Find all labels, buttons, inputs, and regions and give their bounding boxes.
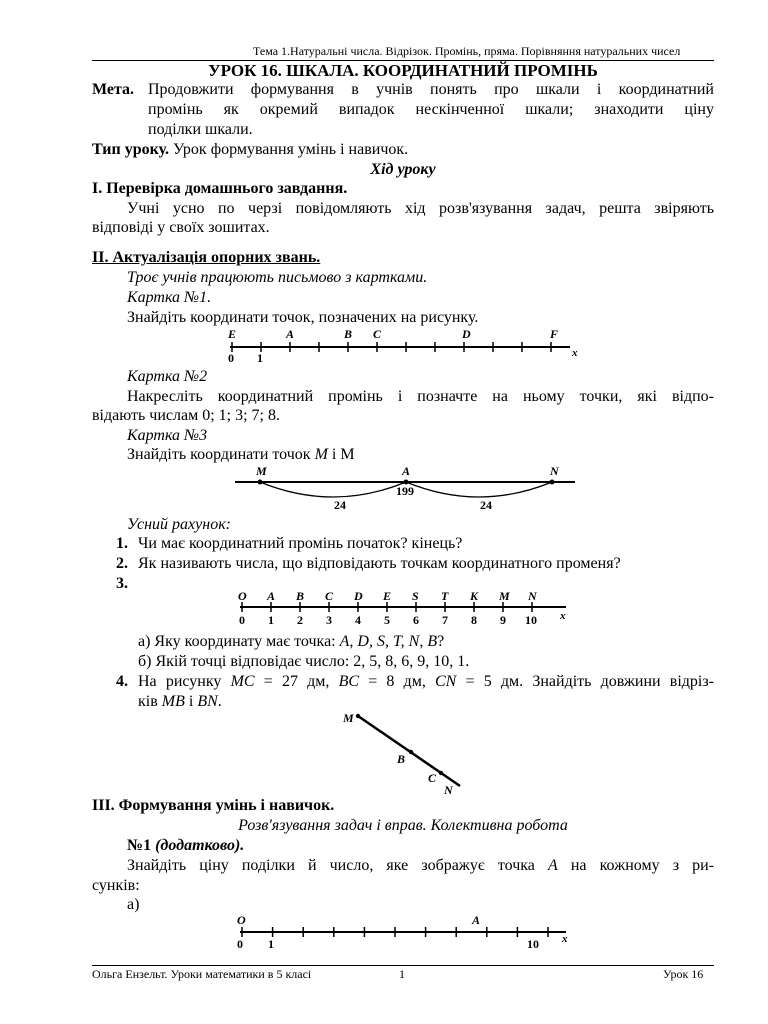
footer-lesson: Урок 16 xyxy=(663,967,704,981)
value-a: 199 xyxy=(396,484,414,498)
tick-label-0: 0 xyxy=(237,937,243,951)
tick-label: 7 xyxy=(442,613,448,627)
point-label: C xyxy=(325,589,334,603)
q4-line1-d: = 5 дм. Знайдіть довжини відріз- xyxy=(456,673,714,690)
arc-right xyxy=(406,482,552,497)
point-label: O xyxy=(238,589,247,603)
q3-axis-label-x: x xyxy=(560,610,566,622)
task-1-line-1 xyxy=(127,856,714,876)
card-3-var: M xyxy=(314,446,328,463)
arc-left-value: 24 xyxy=(334,498,346,512)
footer-author: Ольга Ензельт. Уроки математики в 5 класі xyxy=(92,967,312,981)
task-1a-number-line xyxy=(228,912,578,954)
tick-label: 6 xyxy=(413,613,419,627)
task-1-var: A xyxy=(547,857,558,874)
q3a-post: ? xyxy=(437,633,445,650)
q4-line2-b: і xyxy=(184,693,198,710)
q4-mc: MC xyxy=(230,673,255,690)
section-1-line-2: відповіді у своїх зошитах. xyxy=(92,219,270,236)
point-label-f: F xyxy=(550,327,559,341)
point-label: S xyxy=(412,589,419,603)
axis-label-x: x xyxy=(572,347,578,359)
q3a-vars: A, D, S, T, N, B xyxy=(339,633,438,650)
point-label-m: M xyxy=(343,711,354,725)
point-label: E xyxy=(383,589,392,603)
task-1-line1-a: Знайдіть ціну поділки й число, яке зображує точка xyxy=(127,857,548,874)
goal-label: Мета. xyxy=(92,81,135,98)
running-header: Тема 1.Натуральні числа. Відрізок. Промінь, пряма. Порівняння натуральних чисел xyxy=(253,44,681,58)
point-c-dot xyxy=(439,771,443,775)
arc-right-value: 24 xyxy=(480,498,492,512)
tick-label-1: 1 xyxy=(268,937,274,951)
section-3-title: ІІІ. Формування умінь і навичок. xyxy=(92,797,335,814)
q4-line1-a: На рисунку xyxy=(138,673,231,690)
card-3-label: Картка №3 xyxy=(127,427,208,444)
point-label-e: E xyxy=(228,327,237,341)
point-label-d: D xyxy=(462,327,471,341)
q3a-pre: а) Яку координату має точка: xyxy=(138,633,340,650)
point-label-o: O xyxy=(237,913,246,927)
q3-num: 3. xyxy=(116,575,128,592)
tick-label: 3 xyxy=(326,613,332,627)
point-label-a: A xyxy=(472,913,481,927)
arc-left xyxy=(260,482,406,497)
point-b-dot xyxy=(409,750,413,754)
q2-text: Як називають числа, що відповідають точкам координатного променя? xyxy=(138,555,621,572)
point-label-b: B xyxy=(397,752,406,766)
point-label: N xyxy=(528,589,537,603)
q4-line2-c: . xyxy=(217,693,222,710)
goal-line-2: промінь як окремий випадок нескінченної шкали; знаходити ціну xyxy=(148,101,714,118)
card-3-text-pre: Знайдіть координати точок xyxy=(127,446,315,463)
point-label-m: M xyxy=(256,464,267,478)
section-3-subtitle: Розв'язування задач і вправ. Колективна робота xyxy=(238,817,568,834)
card-2-line-2: відають числам 0; 1; 3; 7; 8. xyxy=(92,407,280,424)
q1-num: 1. xyxy=(116,535,128,552)
task-1-line-2: сунків: xyxy=(92,877,140,894)
task-1-heading xyxy=(127,836,244,856)
card-2-line-1: Накресліть координатний промінь і позначте на ньому точки, які відпо- xyxy=(127,388,714,405)
point-label-c: C xyxy=(428,771,437,785)
task-1-a: а) xyxy=(127,896,140,913)
task-1-line1-b: на кожному з ри- xyxy=(557,857,714,874)
footer-rule xyxy=(92,965,714,966)
q2-num: 2. xyxy=(116,555,128,572)
q3-number-line xyxy=(228,589,578,629)
segment-mn xyxy=(358,716,460,786)
q4-line-1 xyxy=(138,672,714,692)
q4-num: 4. xyxy=(116,673,128,690)
point-label-a: A xyxy=(286,327,295,341)
section-1-line-1: Учні усно по черзі повідомляють хід розв'язування задач, решта звіряють xyxy=(127,200,714,217)
point-m-dot xyxy=(356,714,360,718)
q4-line1-c: = 8 дм, xyxy=(359,673,435,690)
tick-label: 4 xyxy=(355,613,361,627)
point-label-c: C xyxy=(373,327,382,341)
q4-line2-a: ків xyxy=(138,693,162,710)
q3a xyxy=(138,632,444,652)
point-label: D xyxy=(354,589,363,603)
q4-line1-b: = 27 дм, xyxy=(254,673,339,690)
tick-label-0: 0 xyxy=(228,351,234,365)
oral-label: Усний рахунок: xyxy=(127,516,232,533)
q4-segment-figure xyxy=(340,708,470,798)
tick-label: 9 xyxy=(500,613,506,627)
card-3-figure xyxy=(230,464,582,514)
task-1-note: (додатково). xyxy=(151,837,245,854)
point-label: M xyxy=(499,589,510,603)
tick-label-1: 1 xyxy=(257,351,263,365)
point-label-a: A xyxy=(402,464,411,478)
lesson-title: УРОК 16. ШКАЛА. КООРДИНАТНИЙ ПРОМІНЬ xyxy=(208,61,598,80)
point-label: A xyxy=(267,589,276,603)
tick-label: 1 xyxy=(268,613,274,627)
task-1-num: №1 xyxy=(127,837,152,854)
q1-text: Чи має координатний промінь початок? кінець? xyxy=(138,535,463,552)
card-1-number-line xyxy=(220,326,590,366)
card-3-text xyxy=(127,445,355,465)
q4-mb: MB xyxy=(161,693,185,710)
type-label: Тип уроку. xyxy=(92,141,169,158)
axis-label-x: x xyxy=(562,933,568,945)
section-2-title: ІІ. Актуалізація опорних звань. xyxy=(92,249,321,266)
section-2-intro: Троє учнів працюють письмово з картками. xyxy=(127,269,428,286)
q4-bn: BN xyxy=(197,693,218,710)
q3b: б) Якій точці відповідає число: 2, 5, 8, 6, 9, 10, 1. xyxy=(138,653,470,670)
q4-bc: BC xyxy=(338,673,360,690)
tick-label: 10 xyxy=(525,613,537,627)
goal-line-1: Продовжити формування в учнів понять про шкали і координатний xyxy=(148,81,714,98)
card-3-text-post: і М xyxy=(327,446,355,463)
goal-line-3: поділки шкали. xyxy=(148,121,253,138)
point-label-n: N xyxy=(550,464,559,478)
card-2-label: Картка №2 xyxy=(127,368,208,385)
tick-label: 2 xyxy=(297,613,303,627)
tick-label: 8 xyxy=(471,613,477,627)
card-1-label: Картка №1. xyxy=(127,289,212,306)
q4-line-2 xyxy=(138,692,222,712)
card-1-text: Знайдіть координати точок, позначених на рисунку. xyxy=(127,309,479,326)
section-1-title: І. Перевірка домашнього завдання. xyxy=(92,180,348,197)
tick-label-10: 10 xyxy=(527,937,539,951)
type-text: Урок формування умінь і навичок. xyxy=(173,141,409,158)
point-label-n: N xyxy=(444,783,453,797)
lesson-type xyxy=(92,140,408,160)
q4-cn: CN xyxy=(435,673,457,690)
point-label: T xyxy=(441,589,449,603)
point-label: K xyxy=(470,589,479,603)
course-heading: Хід уроку xyxy=(370,161,436,178)
footer-page-number: 1 xyxy=(399,967,405,981)
point-label-b: B xyxy=(344,327,353,341)
tick-label: 5 xyxy=(384,613,390,627)
tick-label: 0 xyxy=(239,613,245,627)
point-label: B xyxy=(296,589,305,603)
